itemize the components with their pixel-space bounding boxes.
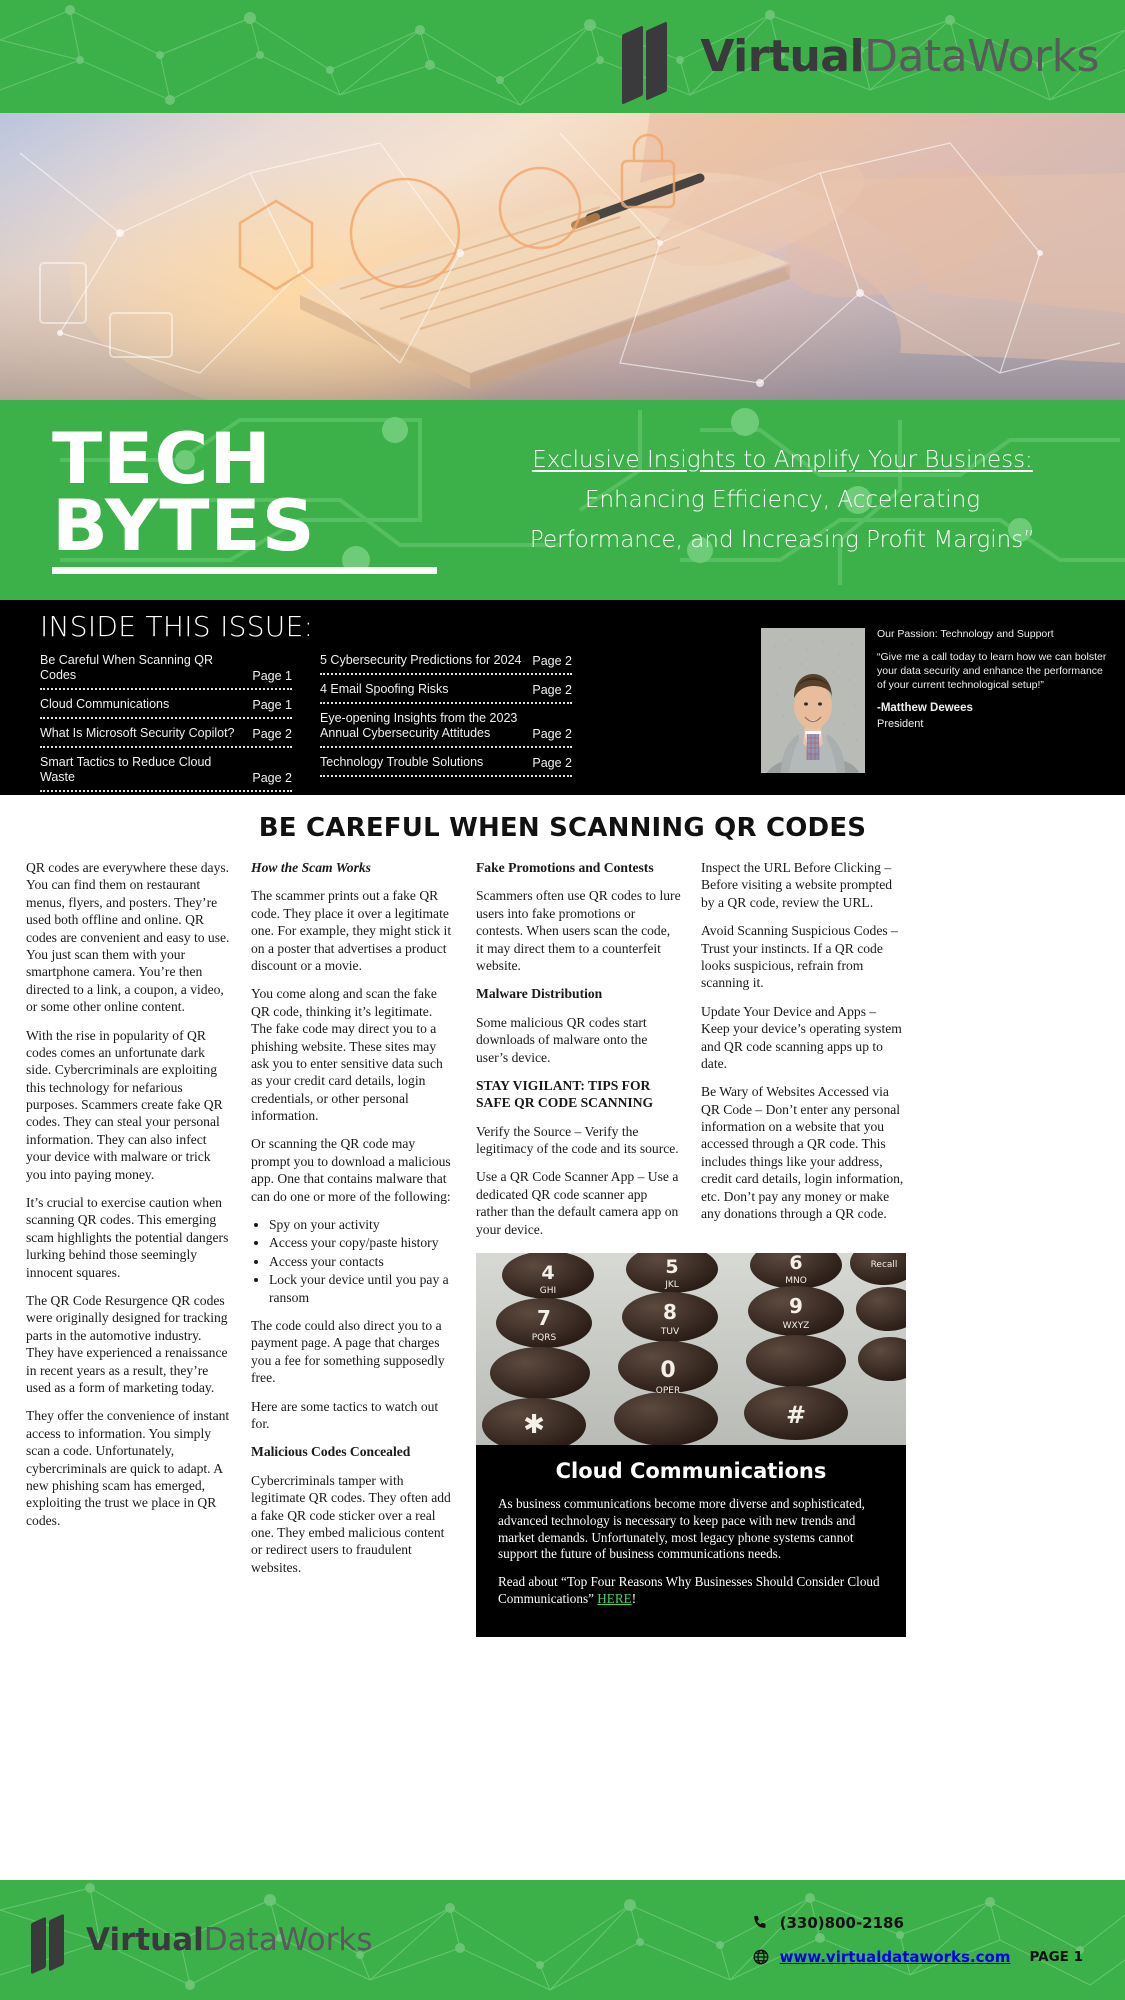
toc-item-page: Page 2 [532, 683, 572, 697]
paragraph: Here are some tactics to watch out for. [251, 1398, 439, 1431]
toc-item-page: Page 2 [532, 654, 572, 668]
article-right-rail [476, 859, 906, 1637]
phone-icon-glyph [752, 1914, 770, 1932]
paragraph-with-link [498, 1574, 884, 1608]
svg-text:TUV: TUV [660, 1327, 680, 1338]
footer-contact-info [751, 1913, 1083, 1967]
toc-item[interactable] [40, 649, 292, 693]
toc-item[interactable] [320, 678, 572, 707]
svg-text:PQRS: PQRS [531, 1333, 557, 1344]
svg-text:5: 5 [665, 1256, 679, 1279]
avatar-illustration [761, 628, 865, 773]
page-number: PAGE 1 [1029, 1949, 1083, 1965]
virtualdataworks-logo-icon [30, 1917, 74, 1963]
toc-item-page: Page 1 [252, 669, 292, 683]
masthead-band [0, 400, 1125, 600]
svg-text:Recall: Recall [870, 1260, 898, 1271]
brand-name-part2: DataWorks [203, 1922, 373, 1958]
subheading: Fake Promotions and Contests [476, 860, 654, 875]
paragraph: As business communications become more diverse and sophisticated, advanced technology is necessary to keep pace with new trends and market demands. Unfortunately, most legacy phone systems cannot support the future of business communications needs. [498, 1496, 865, 1562]
svg-text:#: # [785, 1401, 807, 1430]
toc-dot-leader [320, 746, 572, 748]
inside-this-issue-section [0, 600, 1125, 795]
cloud-communications-title: Cloud Communications [555, 1459, 827, 1484]
paragraph: The code could also direct you to a payment page. A page that charges you a fee for something supposedly free. [251, 1317, 445, 1386]
article-section [0, 795, 1125, 1880]
toc-item-label: Be Careful When Scanning QR Codes [40, 653, 214, 682]
svg-text:0: 0 [660, 1358, 676, 1384]
subheading: STAY VIGILANT: TIPS FOR SAFE QR CODE SCANNING [476, 1077, 654, 1111]
toc-dot-leader [320, 673, 572, 675]
toc-item-page: Page 1 [252, 698, 292, 712]
svg-text:WXYZ: WXYZ [782, 1321, 810, 1332]
paragraph: Some malicious QR codes start downloads of malware onto the user’s device. [476, 1014, 648, 1065]
bio-passion: Our Passion: Technology and Support [877, 628, 1054, 640]
list-item: • Spy on your activity [269, 1216, 456, 1233]
cloud-communications-body [498, 1496, 884, 1608]
masthead-title-group [0, 418, 470, 574]
toc-item-label: Smart Tactics to Reduce Cloud Waste [40, 755, 212, 784]
paragraph: QR codes are everywhere these days. You can find them on restaurant menus, flyers, and posters. They’re used both offline and online. QR codes are convenient and easy to use. You just scan them with your smartphone camera. You’re then directed to a link, a coupon, a video, or some other online content. [26, 860, 230, 1015]
phone-row[interactable] [751, 1913, 1083, 1933]
paragraph: Avoid Scanning Suspicious Codes – Trust your instincts. If a QR code looks suspicious, refrain from scanning it. [701, 923, 898, 991]
list-item: • Access your contacts [269, 1253, 456, 1270]
telephone-keypad-illustration [476, 1253, 906, 1445]
hero-illustration [0, 113, 1125, 400]
bio-name: -Matthew Dewees [877, 702, 973, 715]
brand-name [86, 1922, 372, 1958]
svg-text:7: 7 [537, 1306, 551, 1331]
toc-column-right [320, 649, 572, 795]
page-title: TECH BYTES [52, 418, 316, 567]
toc-item[interactable] [40, 751, 292, 795]
paragraph: It’s crucial to exercise caution when scanning QR codes. This emerging scam highlights the potential dangers lurking behind those seemingly innocent squares. [26, 1195, 229, 1280]
toc-dot-leader [40, 790, 292, 792]
brand-logo-header [620, 26, 1099, 88]
paragraph: With the rise in popularity of QR codes comes an unfortunate dark side. Cybercriminals are exploiting this technology for nefarious purposes. Scammers create fake QR codes. They can steal your personal information. They can also infect your device with malware or trick you into paying money. [26, 1027, 223, 1182]
toc-dot-leader [320, 702, 572, 704]
brand-logo-footer [0, 1917, 372, 1963]
bio-quote: “Give me a call today to learn how we can bolster your data security and enhance the performance of your current technological setup!” [877, 650, 1107, 691]
toc-item[interactable] [40, 722, 292, 751]
president-bio [761, 628, 1109, 773]
brand-name-part1: Virtual [86, 1922, 204, 1958]
paragraph: Cybercriminals tamper with legitimate QR codes. They often add a fake QR code sticker over a real one. They embed malicious content or redirect users to fraudulent websites. [251, 1472, 451, 1575]
toc-dot-leader [40, 746, 292, 748]
svg-text:8: 8 [663, 1300, 677, 1325]
hero-image [0, 113, 1125, 400]
website-link[interactable]: www.virtualdataworks.com [779, 1948, 1011, 1966]
phone-icon [751, 1913, 771, 1933]
avatar [761, 628, 865, 773]
brand-name-part1: Virtual [700, 31, 865, 82]
list-item: • Lock your device until you pay a ransom [269, 1271, 456, 1306]
cloud-communications-block [476, 1445, 906, 1637]
globe-icon [751, 1947, 771, 1967]
page-header [0, 0, 1125, 113]
toc-dot-leader [320, 775, 572, 777]
bio-text-group [877, 628, 1109, 773]
toc-item-label: Technology Trouble Solutions [320, 755, 484, 769]
paragraph: Use a QR Code Scanner App – Use a dedicated QR code scanner app rather than the default camera app on your device. [476, 1169, 679, 1237]
svg-text:9: 9 [789, 1294, 803, 1319]
paragraph: Update Your Device and Apps – Keep your device’s operating system and QR code scanning apps up to date. [701, 1003, 902, 1071]
svg-text:6: 6 [789, 1253, 803, 1275]
paragraph: Verify the Source – Verify the legitimacy of the code and its source. [476, 1123, 679, 1157]
cloud-read-about-text: Read about “Top Four Reasons Why Businesses Should Consider Cloud Communications” [498, 1574, 880, 1606]
toc-item[interactable] [40, 693, 292, 722]
svg-text:4: 4 [541, 1262, 555, 1285]
toc-item-page: Page 2 [252, 727, 292, 741]
paragraph: Be Wary of Websites Accessed via QR Code – Don’t enter any personal information on a website that you accessed through a QR code. This includes things like your address, credit card details, login information, etc. Don’t pay any money or make any donations through a QR code. [701, 1084, 904, 1222]
subheading: How the Scam Works [251, 860, 371, 875]
phone-number: (330)800-2186 [779, 1914, 904, 1932]
toc-item-label: What Is Microsoft Security Copilot? [40, 726, 235, 740]
article-column-1 [26, 859, 231, 1637]
paragraph: The QR Code Resurgence QR codes were originally designed for tracking parts in the automotive industry. They have experienced a renaissance in recent years as a result, they’re used as a form of marketing today. [26, 1292, 228, 1395]
toc-item-label: 5 Cybersecurity Predictions for 2024 [320, 653, 522, 667]
paragraph: Inspect the URL Before Clicking – Before visiting a website prompted by a QR code, review the URL. [701, 860, 893, 910]
svg-text:JKL: JKL [665, 1280, 679, 1291]
toc-item-label: 4 Email Spoofing Risks [320, 682, 449, 696]
tagline-line-1: Exclusive Insights to Amplify Your Business: [532, 446, 1033, 473]
article-columns [26, 859, 1099, 1637]
toc-column-left [40, 649, 292, 795]
inside-this-issue-heading: INSIDE THIS ISSUE: [40, 610, 314, 643]
page-footer [0, 1880, 1125, 2000]
toc-dot-leader [40, 717, 292, 719]
article-column-4 [701, 859, 906, 1249]
svg-text:GHI: GHI [539, 1286, 557, 1297]
article-column-2 [251, 859, 456, 1637]
toc-item-page: Page 2 [532, 727, 572, 741]
tagline-line-2: Enhancing Efficiency, Accelerating [584, 486, 981, 513]
svg-text:✱: ✱ [523, 1410, 545, 1441]
globe-icon-glyph [752, 1948, 770, 1966]
bio-role: President [877, 717, 924, 730]
toc-item-label: Cloud Communications [40, 697, 170, 711]
article-columns-right [476, 859, 906, 1249]
toc-item[interactable] [320, 649, 572, 678]
tagline [470, 440, 1125, 561]
here-link[interactable]: HERE [597, 1590, 632, 1606]
subheading: Malicious Codes Concealed [251, 1444, 411, 1460]
article-column-3 [476, 859, 681, 1249]
tagline-line-3: Performance, and Increasing Profit Margins” [529, 527, 1036, 554]
telephone-keypad-image [476, 1253, 906, 1445]
brand-name-part2: DataWorks [864, 31, 1099, 82]
website-row[interactable] [751, 1947, 1083, 1967]
toc-item[interactable] [320, 707, 572, 751]
toc-item-page: Page 2 [532, 756, 572, 770]
toc-item-page: Page 2 [252, 771, 292, 785]
list-item: • Access your copy/paste history [269, 1234, 456, 1251]
paragraph: They offer the convenience of instant access to information. You simply scan a code. Unfortunately, cybercriminals are quick to adapt. A new phishing scam has emerged, exploiting the trust we place in QR codes. [26, 1408, 230, 1528]
subheading: Malware Distribution [476, 986, 603, 1002]
toc-item-label: Eye-opening Insights from the 2023 Annual Cybersecurity Attitudes [320, 711, 518, 740]
paragraph: You come along and scan the fake QR code, thinking it’s legitimate. The fake code may direct you to a phishing website. These sites may ask you to enter sensitive data such as your credit card details, login credentials, or other personal information. [251, 986, 443, 1124]
cloud-exclamation: ! [631, 1590, 637, 1606]
article-headline: BE CAREFUL WHEN SCANNING QR CODES [258, 813, 867, 843]
bullet-list [269, 1216, 456, 1306]
toc-item[interactable] [320, 751, 572, 780]
svg-text:OPER: OPER [655, 1386, 681, 1397]
paragraph: Scammers often use QR codes to lure users into fake promotions or contests. When users scan the code, it may direct them to a counterfeit website. [476, 888, 681, 973]
paragraph: Or scanning the QR code may prompt you to download a malicious app. One that contains malware that can do one or more of the following: [251, 1136, 451, 1204]
virtualdataworks-logo-icon [620, 26, 682, 88]
brand-name [700, 31, 1099, 82]
toc-dot-leader [40, 688, 292, 690]
title-underline [52, 567, 437, 574]
paragraph: The scammer prints out a fake QR code. They place it over a legitimate one. For example, they might stick it on a poster that advertises a product discount or a movie. [251, 888, 452, 973]
svg-text:MNO: MNO [785, 1276, 807, 1287]
